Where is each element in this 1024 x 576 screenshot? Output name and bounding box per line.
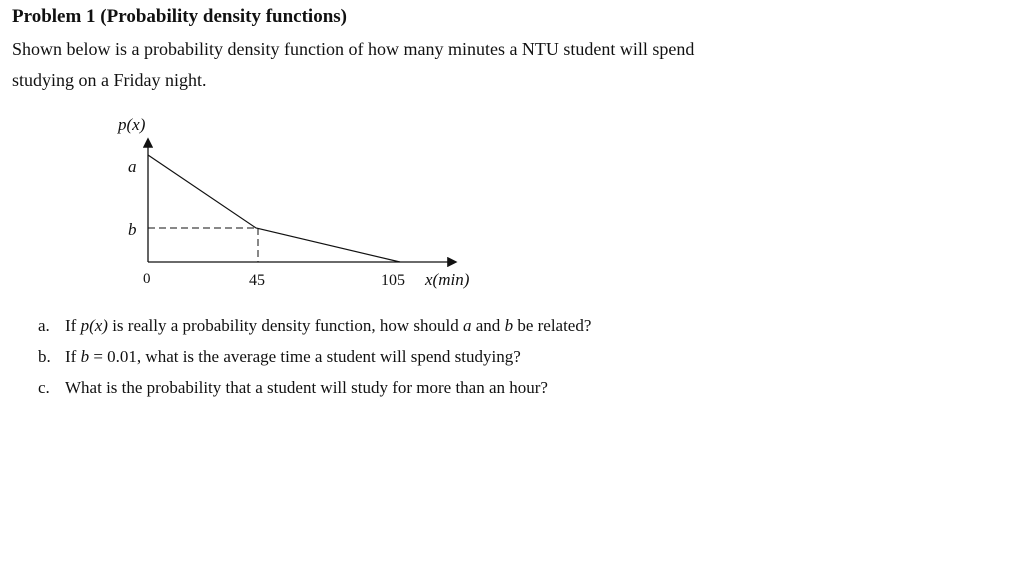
question-text: be related?: [513, 316, 592, 335]
math-px: p(x): [80, 316, 108, 335]
question-a: [38, 316, 591, 336]
question-c: [38, 378, 548, 398]
question-text: and: [471, 316, 505, 335]
y-tick-b: b: [128, 220, 137, 239]
question-text: If: [65, 347, 81, 366]
problem-title: Problem 1 (Probability density functions): [12, 6, 347, 27]
question-b: [38, 347, 521, 367]
problem-intro-line-2: studying on a Friday night.: [12, 70, 207, 90]
x-tick-0: 0: [143, 271, 151, 287]
x-tick-105: 105: [381, 272, 405, 289]
x-tick-45: 45: [249, 272, 265, 289]
pdf-curve: [148, 155, 400, 262]
x-axis-label: x(min): [425, 270, 470, 289]
question-text: is really a probability density function, how should: [107, 316, 464, 335]
y-tick-a: a: [128, 157, 137, 176]
problem-intro-line-1: Shown below is a probability density function of how many minutes a NTU student will spend: [12, 39, 695, 59]
math-b: b: [504, 316, 514, 335]
question-label: c.: [38, 378, 50, 397]
y-axis-label: p(x): [118, 115, 146, 134]
math-b: b: [80, 347, 90, 366]
question-label: b.: [38, 347, 51, 366]
question-label: a.: [38, 316, 50, 335]
math-a: a: [463, 316, 472, 335]
question-text: = 0.01, what is the average time a student will spend studying?: [89, 347, 521, 366]
question-text: What is the probability that a student will study for more than an hour?: [65, 378, 548, 397]
question-text: If: [65, 316, 81, 335]
